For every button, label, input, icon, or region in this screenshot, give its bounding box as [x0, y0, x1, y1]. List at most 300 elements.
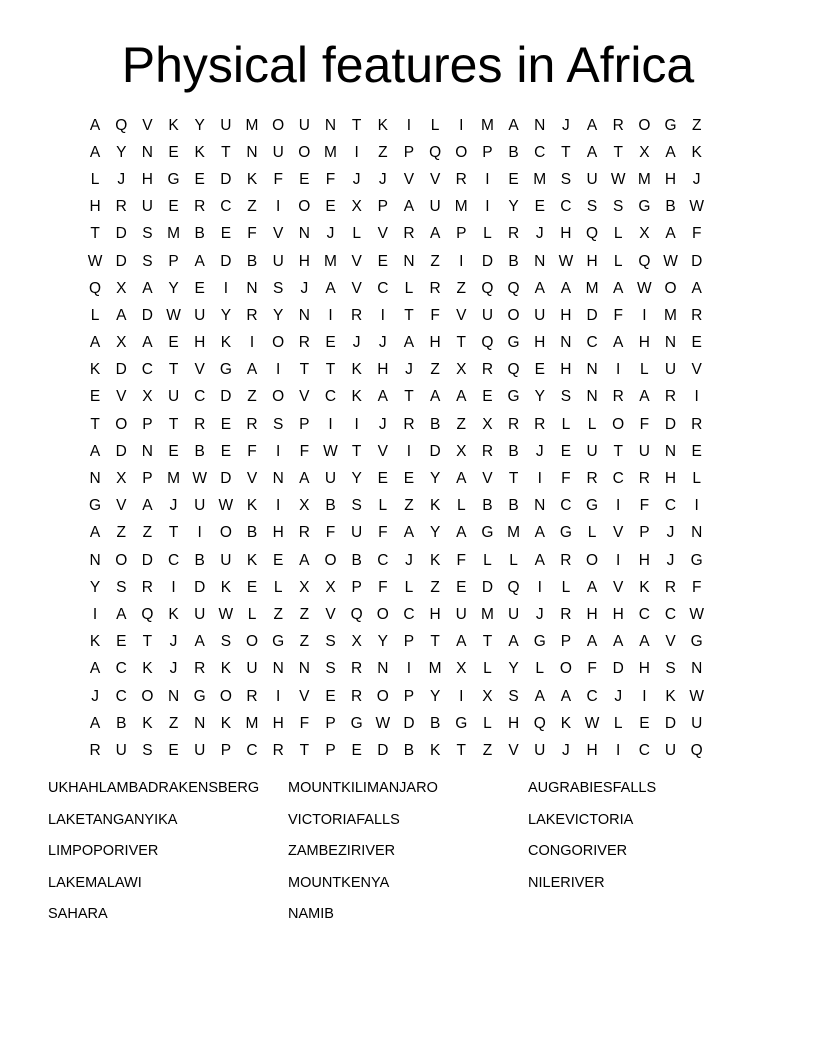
grid-letter: Z [430, 578, 440, 596]
grid-letter: U [534, 741, 546, 759]
grid-letter: E [325, 198, 336, 216]
grid-letter: O [298, 198, 311, 216]
grid-letter: L [535, 660, 545, 678]
grid-letter: U [194, 306, 206, 324]
grid-letter: H [638, 551, 650, 569]
grid-letter: S [325, 660, 336, 678]
grid-letter: F [247, 225, 257, 243]
grid-letter: L [90, 306, 100, 324]
grid-letter: Y [377, 633, 388, 651]
grid-letter: I [616, 361, 621, 379]
grid-letter: T [404, 388, 414, 406]
grid-letter: G [350, 714, 363, 732]
grid-letter: E [456, 578, 467, 596]
grid-letter: V [456, 306, 467, 324]
grid-letter: M [637, 170, 651, 188]
grid-letter: Z [168, 714, 179, 732]
grid-letter: W [375, 714, 391, 732]
grid-letter: Z [691, 116, 702, 134]
grid-letter: R [560, 605, 572, 623]
word-list-item: NILERIVER [528, 874, 605, 891]
grid-letter: A [89, 143, 101, 161]
grid-letter: H [638, 660, 650, 678]
grid-letter: G [638, 198, 651, 216]
grid-letter: S [142, 252, 153, 270]
grid-letter: I [354, 143, 359, 161]
grid-letter: E [534, 361, 545, 379]
grid-letter: V [116, 388, 127, 406]
grid-letter: S [508, 687, 519, 705]
grid-letter: L [378, 497, 388, 515]
grid-row [82, 330, 734, 357]
grid-letter: A [325, 279, 336, 297]
grid-letter: X [482, 415, 493, 433]
word-list-item: ZAMBEZIRIVER [288, 843, 396, 859]
grid-letter: U [481, 306, 494, 324]
grid-letter: V [299, 388, 310, 406]
grid-letter: R [115, 198, 127, 216]
grid-letter: H [612, 605, 624, 623]
grid-letter: D [141, 551, 153, 569]
grid-letter: U [272, 252, 284, 270]
grid-letter: X [456, 660, 467, 678]
grid-letter: A [508, 633, 519, 651]
grid-letter: G [664, 116, 677, 134]
grid-letter: L [509, 551, 518, 569]
grid-letter: R [481, 442, 494, 460]
grid-letter: V [613, 524, 624, 542]
grid-letter: I [537, 470, 542, 488]
grid-letter: J [535, 225, 544, 243]
grid-letter: I [485, 170, 490, 188]
grid-letter: E [194, 170, 205, 188]
grid-letter: D [115, 225, 127, 243]
grid-letter: Z [378, 143, 388, 161]
grid-letter: L [561, 578, 571, 596]
grid-letter: C [664, 497, 677, 515]
grid-letter: Y [429, 470, 441, 488]
grid-letter: U [167, 388, 180, 406]
grid-row [82, 710, 734, 737]
grid-letter: A [89, 660, 101, 678]
grid-letter: L [613, 225, 623, 243]
grid-letter: F [639, 497, 650, 515]
grid-letter: K [246, 551, 258, 569]
grid-letter: W [323, 442, 338, 460]
grid-letter: W [87, 252, 103, 270]
grid-letter: J [117, 170, 126, 188]
grid-letter: T [90, 415, 100, 433]
grid-letter: W [637, 279, 652, 297]
grid-letter: S [325, 633, 336, 651]
grid-letter: X [116, 470, 127, 488]
grid-letter: V [613, 578, 624, 596]
grid-letter: U [141, 198, 153, 216]
grid-letter: K [691, 143, 702, 161]
grid-letter: D [220, 470, 232, 488]
grid-letter: P [639, 524, 650, 542]
grid-letter: H [664, 170, 677, 188]
grid-letter: P [168, 252, 179, 270]
grid-letter: R [89, 741, 101, 759]
grid-letter: A [456, 470, 467, 488]
grid-letter: H [507, 714, 520, 732]
grid-letter: D [141, 306, 153, 324]
grid-letter: N [560, 334, 572, 352]
grid-letter: A [89, 116, 101, 134]
grid-letter: T [456, 741, 466, 759]
grid-letter: H [429, 334, 441, 352]
grid-letter: G [167, 170, 180, 188]
grid-letter: T [482, 633, 493, 651]
grid-letter: X [351, 198, 362, 216]
grid-row [82, 737, 734, 764]
grid-letter: A [613, 633, 624, 651]
grid-letter: F [325, 170, 336, 188]
grid-letter: T [561, 143, 571, 161]
grid-letter: K [246, 497, 258, 515]
grid-letter: M [245, 116, 259, 134]
grid-letter: G [219, 361, 232, 379]
grid-letter: Z [430, 361, 440, 379]
word-list-item: AUGRABIESFALLS [528, 780, 657, 796]
grid-letter: Q [481, 334, 494, 352]
grid-letter: I [276, 198, 281, 216]
grid-letter: K [560, 714, 572, 732]
grid-letter: K [220, 660, 232, 678]
word-list-item: MOUNTKILIMANJARO [288, 780, 438, 796]
grid-letter: F [299, 442, 310, 460]
grid-letter: A [560, 279, 572, 297]
grid-letter: F [456, 551, 466, 569]
grid-letter: C [194, 388, 206, 406]
grid-letter: E [377, 252, 388, 270]
grid-letter: B [325, 497, 336, 515]
grid-letter: H [664, 470, 677, 488]
word-list-item: SAHARA [48, 906, 108, 922]
grid-letter: T [508, 470, 519, 488]
grid-letter: C [377, 279, 389, 297]
grid-letter: E [246, 578, 258, 596]
grid-letter: I [694, 497, 699, 515]
grid-letter: M [454, 198, 468, 216]
grid-letter: M [167, 470, 180, 488]
grid-letter: T [351, 116, 362, 134]
grid-letter: J [169, 660, 178, 678]
grid-letter: A [586, 633, 598, 651]
grid-letter: T [168, 361, 179, 379]
grid-letter: A [586, 116, 598, 134]
grid-letter: W [558, 252, 574, 270]
grid-letter: A [194, 252, 205, 270]
grid-letter: O [612, 415, 625, 433]
grid-letter: I [249, 334, 255, 352]
grid-letter: E [168, 442, 179, 460]
grid-letter: J [91, 687, 99, 705]
grid-letter: J [326, 225, 335, 243]
grid-letter: E [194, 279, 205, 297]
grid-letter: R [141, 578, 153, 596]
grid-letter: V [142, 116, 153, 134]
grid-letter: P [220, 741, 232, 759]
grid-letter: E [377, 470, 388, 488]
grid-letter: U [220, 116, 232, 134]
grid-letter: Q [350, 605, 363, 623]
grid-letter: A [116, 306, 127, 324]
grid-letter: X [456, 442, 467, 460]
grid-letter: I [328, 306, 333, 324]
grid-letter: E [639, 714, 650, 732]
grid-letter: V [377, 442, 388, 460]
grid-letter: A [534, 551, 545, 569]
grid-letter: F [378, 524, 388, 542]
grid-letter: L [90, 170, 100, 188]
grid-letter: B [508, 497, 519, 515]
grid-letter: P [403, 143, 415, 161]
grid-letter: L [483, 551, 492, 569]
grid-row [82, 302, 734, 329]
grid-letter: A [456, 524, 467, 542]
grid-letter: V [482, 470, 493, 488]
grid-letter: V [246, 470, 258, 488]
grid-letter: I [406, 442, 412, 460]
grid-row [82, 601, 734, 628]
grid-letter: Z [247, 198, 257, 216]
grid-letter: H [194, 334, 206, 352]
grid-letter: Z [299, 605, 310, 623]
grid-letter: O [638, 116, 651, 134]
grid-letter: Q [89, 279, 102, 297]
grid-letter: I [276, 442, 281, 460]
grid-row [82, 438, 734, 465]
grid-letter: V [116, 497, 127, 515]
grid-letter: L [587, 524, 597, 542]
grid-letter: H [377, 361, 389, 379]
grid-row [82, 221, 734, 248]
grid-row [82, 357, 734, 384]
grid-letter: N [377, 660, 389, 678]
grid-letter: Z [247, 388, 257, 406]
grid-row [82, 411, 734, 438]
grid-letter: E [116, 633, 127, 651]
grid-letter: H [272, 714, 284, 732]
grid-letter: N [246, 143, 258, 161]
grid-letter: L [613, 252, 623, 270]
grid-letter: U [664, 741, 677, 759]
grid-letter: R [351, 660, 363, 678]
grid-letter: R [246, 415, 258, 433]
grid-letter: H [560, 361, 572, 379]
grid-letter: T [456, 334, 466, 352]
grid-letter: R [194, 198, 206, 216]
grid-letter: Q [481, 279, 494, 297]
grid-letter: M [324, 252, 337, 270]
grid-letter: M [664, 306, 677, 324]
grid-letter: N [246, 279, 258, 297]
grid-letter: T [613, 143, 623, 161]
grid-letter: Q [507, 279, 520, 297]
grid-letter: D [691, 252, 703, 270]
grid-letter: I [485, 198, 490, 216]
grid-letter: P [299, 415, 310, 433]
grid-row [82, 574, 734, 601]
grid-letter: O [245, 633, 259, 651]
grid-letter: L [640, 361, 649, 379]
grid-letter: J [692, 170, 701, 188]
grid-row [82, 248, 734, 275]
grid-letter: N [534, 116, 546, 134]
grid-letter: U [351, 524, 363, 542]
grid-letter: L [613, 714, 623, 732]
grid-letter: W [689, 198, 704, 216]
grid-letter: K [142, 660, 153, 678]
grid-letter: H [586, 741, 598, 759]
grid-letter: X [482, 687, 493, 705]
letter-grid [82, 112, 734, 765]
grid-letter: T [142, 633, 153, 651]
grid-letter: C [638, 605, 650, 623]
grid-letter: S [273, 279, 284, 297]
grid-letter: A [613, 334, 624, 352]
grid-letter: I [380, 306, 385, 324]
grid-letter: Q [141, 605, 154, 623]
grid-letter: L [456, 497, 466, 515]
grid-letter: Z [430, 252, 440, 270]
grid-letter: E [691, 334, 702, 352]
grid-letter: C [220, 198, 232, 216]
grid-letter: Z [299, 633, 310, 651]
grid-row [82, 465, 734, 492]
grid-letter: V [351, 252, 362, 270]
grid-letter: H [560, 306, 572, 324]
grid-letter: E [403, 470, 415, 488]
grid-letter: E [325, 687, 336, 705]
grid-letter: R [507, 415, 520, 433]
grid-row [82, 166, 734, 193]
grid-letter: R [612, 388, 624, 406]
grid-letter: K [429, 551, 441, 569]
grid-letter: A [639, 388, 650, 406]
grid-letter: Y [508, 198, 519, 216]
grid-letter: V [299, 687, 310, 705]
grid-letter: G [507, 334, 520, 352]
grid-letter: R [586, 470, 598, 488]
grid-letter: I [616, 741, 621, 759]
grid-letter: Q [507, 361, 520, 379]
grid-letter: W [584, 714, 600, 732]
grid-letter: K [377, 116, 388, 134]
grid-row [82, 384, 734, 411]
grid-letter: N [141, 143, 153, 161]
grid-letter: J [562, 116, 570, 134]
grid-letter: S [560, 388, 572, 406]
grid-letter: K [89, 361, 101, 379]
grid-letter: L [587, 415, 597, 433]
grid-letter: U [324, 470, 337, 488]
grid-letter: W [218, 605, 234, 623]
grid-letter: R [429, 279, 441, 297]
grid-letter: D [664, 714, 677, 732]
grid-letter: R [246, 306, 258, 324]
grid-letter: Q [638, 252, 651, 270]
grid-letter: G [481, 524, 494, 542]
grid-letter: A [142, 279, 153, 297]
grid-letter: U [298, 116, 310, 134]
grid-letter: G [193, 687, 206, 705]
grid-letter: A [534, 687, 545, 705]
grid-letter: D [220, 252, 232, 270]
grid-letter: R [351, 687, 363, 705]
word-list-item: VICTORIAFALLS [288, 811, 400, 828]
grid-letter: R [612, 116, 624, 134]
grid-letter: A [665, 225, 676, 243]
grid-letter: V [403, 170, 415, 188]
grid-letter: L [483, 660, 492, 678]
word-list-item: NAMIB [288, 906, 334, 922]
grid-letter: Q [533, 714, 546, 732]
grid-letter: I [171, 578, 176, 596]
grid-letter: Y [194, 116, 205, 134]
grid-letter: Y [168, 279, 179, 297]
grid-letter: A [403, 334, 415, 352]
grid-letter: Y [273, 306, 284, 324]
grid-letter: N [272, 660, 284, 678]
grid-row [82, 112, 734, 139]
grid-letter: H [298, 252, 310, 270]
grid-letter: B [508, 442, 519, 460]
grid-letter: I [459, 116, 464, 134]
grid-letter: G [89, 497, 102, 515]
grid-letter: A [429, 225, 441, 243]
grid-letter: R [246, 687, 258, 705]
grid-letter: W [663, 252, 678, 270]
grid-letter: L [561, 415, 571, 433]
grid-letter: K [89, 633, 101, 651]
grid-letter: U [534, 306, 546, 324]
grid-letter: D [115, 252, 127, 270]
grid-letter: W [610, 170, 626, 188]
grid-letter: I [197, 524, 202, 542]
grid-row [82, 493, 734, 520]
grid-letter: D [429, 442, 441, 460]
grid-letter: A [456, 633, 467, 651]
grid-letter: N [298, 306, 310, 324]
grid-letter: O [115, 551, 128, 569]
grid-letter: B [246, 252, 258, 270]
grid-letter: J [300, 279, 309, 297]
grid-letter: F [378, 578, 388, 596]
grid-letter: H [638, 334, 650, 352]
grid-letter: U [272, 143, 284, 161]
grid-letter: O [324, 551, 337, 569]
grid-letter: R [298, 334, 310, 352]
grid-letter: J [352, 334, 361, 352]
grid-letter: Z [456, 279, 466, 297]
grid-letter: S [220, 633, 232, 651]
grid-letter: E [220, 415, 232, 433]
grid-letter: D [664, 415, 677, 433]
grid-letter: B [246, 524, 258, 542]
grid-row [82, 139, 734, 166]
grid-letter: U [194, 741, 206, 759]
grid-letter: P [403, 633, 415, 651]
grid-letter: L [404, 578, 414, 596]
grid-letter: P [325, 741, 336, 759]
grid-letter: Z [273, 605, 283, 623]
grid-letter: H [560, 225, 572, 243]
grid-letter: U [429, 198, 441, 216]
grid-letter: K [665, 687, 676, 705]
